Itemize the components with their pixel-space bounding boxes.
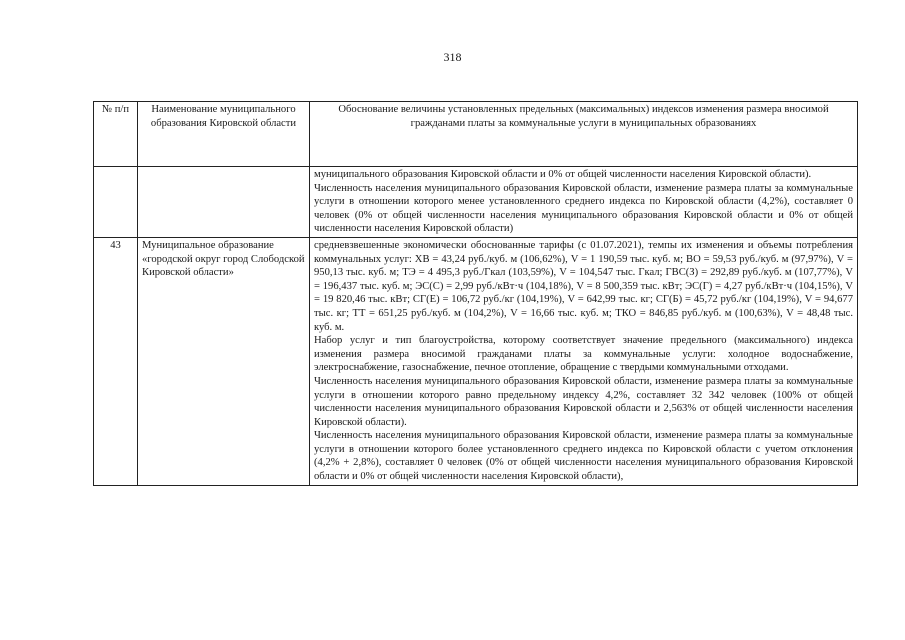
index-justification-table	[93, 101, 858, 486]
header-justification: Обоснование величины установленных предельных (максимальных) индексов изменения размера вносимой гражданами платы за коммунальные услуги в муниципальных образованиях	[310, 102, 858, 167]
row-justification	[310, 167, 858, 238]
justification-paragraph: Численность населения муниципального образования Кировской области, изменение размера платы за коммунальные услуги в отношении которого менее установленного среднего индекса по Кировской области (4,2%), составляет 0 человек (0% от общей численности населения муниципального образования Кировской области и 0% от общей численности населения Кировской области)	[314, 182, 853, 235]
header-number: № п/п	[94, 102, 138, 167]
row-justification	[310, 237, 858, 485]
table-row	[94, 237, 858, 485]
justification-paragraph: Набор услуг и тип благоустройства, которому соответствует значение предельного (максимального) индекса изменения размера вносимой гражданами платы за коммунальные услуги: холодное водоснабжение, электроснабжение, газоснабжение, печное отопление, обращение с твердыми коммунальными отходами.	[314, 335, 853, 374]
header-municipality-name: Наименование муниципального образования Кировской области	[138, 102, 310, 167]
row-municipality-name	[138, 167, 310, 238]
row-municipality-name: Муниципальное образование «городской округ город Слободской Кировской области»	[138, 237, 310, 485]
row-number	[94, 167, 138, 238]
justification-paragraph: муниципального образования Кировской области и 0% от общей численности населения Кировской области).	[314, 169, 812, 180]
table-row	[94, 167, 858, 238]
page-number: 318	[443, 50, 462, 64]
row-number: 43	[94, 237, 138, 485]
table-header-row	[94, 102, 858, 167]
justification-paragraph: средневзвешенные экономически обоснованные тарифы (с 01.07.2021), темпы их изменения и объемы потребления коммунальных услуг: ХВ = 43,24 руб./куб. м (106,62%), V = 1 190,59 тыс. куб. м; ВО = 59,53 руб./куб. м (97,97%), V = 950,13 тыс. куб. м; ТЭ = 4 495,3 руб./Гкал (103,59%), V = 104,547 тыс. Гкал; ГВС(З) = 292,89 руб./куб. м (107,77%), V = 196,437 тыс. куб. м; ЭС(С) = 2,99 руб./кВт·ч (104,18%), V = 8 500,359 тыс. кВт; ЭС(Г) = 4,27 руб./кВт·ч (104,15%), V = 19 820,46 тыс. кВт; СГ(Е) = 106,72 руб./кг (104,19%), V = 642,99 тыс. кг; СГ(Б) = 45,72 руб./кг (104,19%), V = 94,677 тыс. кг; ТТ = 651,25 руб./куб. м (104,2%), V = 16,66 тыс. куб. м; ТКО = 846,85 руб./куб. м (100,63%), V = 48,48 тыс. куб. м.	[314, 239, 853, 333]
justification-paragraph: Численность населения муниципального образования Кировской области, изменение размера платы за коммунальные услуги в отношении которого более установленного среднего индекса по Кировской области с учетом отклонения (4,2% + 2,8%), составляет 0 человек (0% от общей численности населения муниципального образования Кировской области и 0% от общей численности населения Кировской области),	[314, 430, 853, 483]
justification-paragraph: Численность населения муниципального образования Кировской области, изменение размера платы за коммунальные услуги в отношении которого равно предельному индексу 4,2%, составляет 32 342 человек (100% от общей численности населения муниципального образования Кировской области и 2,563% от общей численности населения Кировской области).	[314, 375, 853, 428]
